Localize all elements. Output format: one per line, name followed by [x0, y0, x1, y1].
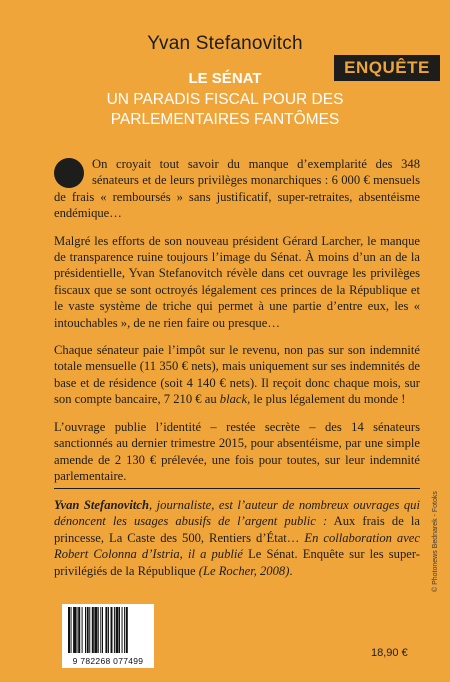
- subtitle-line-2: PARLEMENTAIRES FANTÔMES: [110, 111, 340, 128]
- barcode-bar: [92, 607, 94, 653]
- barcode-bar: [98, 607, 99, 653]
- barcode-bar: [71, 607, 72, 653]
- blurb-paragraph-3: [54, 342, 420, 408]
- bio-text-1: , journaliste, est l’auteur de nombreux ouvrages qui dénoncent les usages abusifs de l’argent public :: [54, 498, 420, 529]
- barcode-bar: [102, 607, 103, 653]
- barcode-bar: [94, 607, 97, 653]
- bio-end: .: [289, 563, 293, 578]
- bio-text-2: En collaboration avec Robert Colonna d’Istria, il a publié: [54, 530, 420, 562]
- bio-books-list: Aux frais de la princesse, La Caste des 500, Rentiers d’État…: [54, 514, 420, 545]
- book-subtitle: [0, 90, 450, 130]
- barcode-bar: [124, 607, 125, 653]
- barcode: [62, 604, 154, 668]
- blurb-paragraph-2: Malgré les efforts de son nouveau président Gérard Larcher, le manque de transparence ruine toujours l’image du Sénat. À moins d’un an de la présidentielle, Yvan Stefanovitch révèle dans cet ouvrage les privilèges fiscaux que se sont octroyés légalement ces princes de la République et le vaste système de triche qui permet à une partie d’entre eux, les « intouchables », de ne rien faire ou presque…: [54, 233, 420, 330]
- barcode-bar: [108, 607, 109, 653]
- bio-author-name: Yvan Stefanovitch: [54, 498, 149, 512]
- barcode-bar: [82, 607, 83, 653]
- barcode-bar: [126, 607, 128, 653]
- author-name: Yvan Stefanovitch: [147, 33, 303, 54]
- barcode-bar: [68, 607, 70, 653]
- barcode-bars: [66, 607, 150, 653]
- price: 18,90 €: [371, 647, 408, 659]
- barcode-bar: [111, 607, 113, 653]
- blurb-paragraph-1-text: On croyait tout savoir du manque d’exemplarité des 348 sénateurs et de leurs privilèges monarchiques : 6 000 € mensuels de frais « remboursés » sans justificatif, super-retraites, absentéisme endémique…: [54, 157, 420, 221]
- isbn-number: 9 782268 077499: [72, 656, 144, 666]
- drop-cap-circle: [54, 158, 84, 188]
- book-title: LE SÉNAT: [188, 70, 262, 87]
- barcode-bar: [77, 607, 78, 653]
- barcode-bar: [116, 607, 119, 653]
- bio-publisher: (Le Rocher, 2008): [195, 563, 290, 578]
- photo-credit: © Photonews Bednarek - Fotoks: [432, 491, 439, 592]
- barcode-bar: [89, 607, 90, 653]
- author-bio: [54, 497, 420, 579]
- barcode-bar: [100, 607, 101, 653]
- barcode-bar: [114, 607, 115, 653]
- blurb-paragraph-1: [54, 156, 420, 222]
- divider-line: [54, 488, 420, 489]
- barcode-bar: [73, 607, 76, 653]
- bio-book-title: Le Sénat. Enquête sur les super-privilégiés de la République: [54, 547, 420, 578]
- p3-italic-black: black: [219, 392, 248, 407]
- blurb: [54, 156, 420, 495]
- subtitle-line-1: UN PARADIS FISCAL POUR DES: [106, 91, 344, 108]
- barcode-bar: [78, 607, 80, 653]
- barcode-bar: [122, 607, 123, 653]
- p3-text-a: Chaque sénateur paie l’impôt sur le revenu, non pas sur son indemnité totale mensuelle (11 350 € nets), mais uniquement sur ses indemnités de base et de résidence (soit 4 140 € nets). Il reçoit donc chaque mois, sur son compte bancaire, 7 210 € au: [54, 343, 420, 407]
- barcode-bar: [119, 607, 120, 653]
- blurb-paragraph-4: L’ouvrage publie l’identité – restée secrète – des 14 sénateurs sanctionnés au dernier trimestre 2015, pour absentéisme, par une simple amende de 2 130 € prélevée, une fois pour toutes, sur leur indemnité parlementaire.: [54, 419, 420, 483]
- barcode-bar: [105, 607, 107, 653]
- p3-text-b: , le plus légalement du monde !: [247, 392, 406, 407]
- barcode-bar: [85, 607, 86, 653]
- barcode-bar: [87, 607, 89, 653]
- genre-badge: ENQUÊTE: [334, 55, 440, 81]
